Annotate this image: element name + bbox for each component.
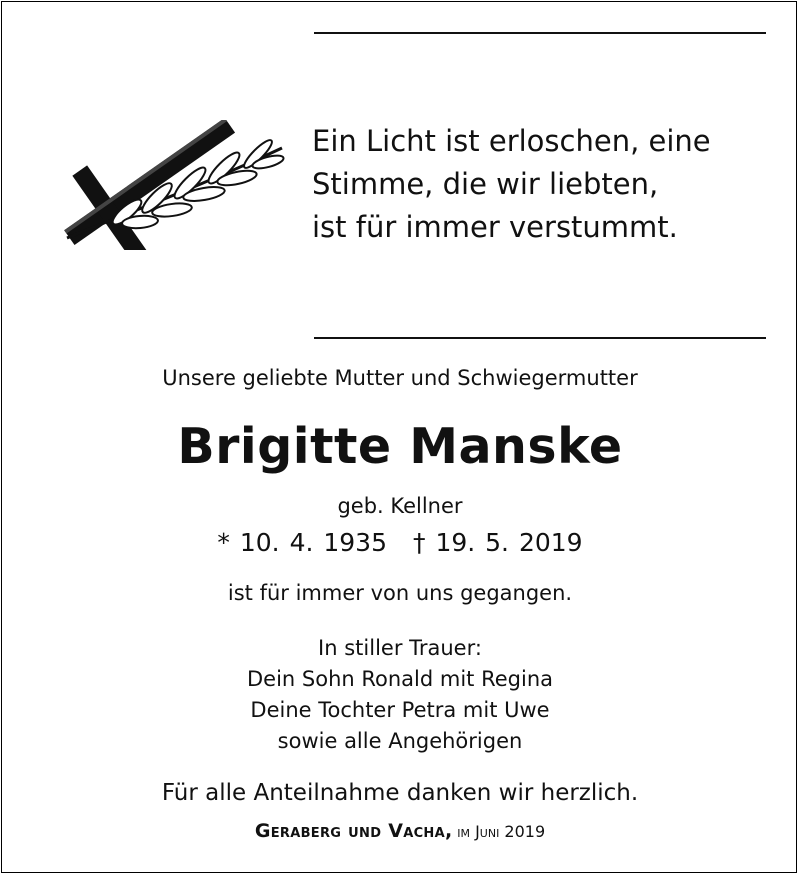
mourner-line: Deine Tochter Petra mit Uwe (250, 698, 550, 722)
life-dates (2, 528, 798, 557)
notice-date: im Juni 2019 (457, 822, 546, 841)
maiden-name: geb. Kellner (337, 494, 463, 518)
place-and-date (2, 820, 798, 842)
death-date: † 19. 5. 2019 (413, 528, 583, 557)
cross-with-palm-branch-icon (32, 120, 287, 250)
mourner-line: Dein Sohn Ronald mit Regina (246, 667, 553, 691)
place-names: Geraberg und Vacha, (254, 820, 453, 842)
verse-line: Ein Licht ist erloschen, eine (312, 124, 711, 158)
top-divider (314, 32, 766, 34)
bottom-divider (314, 337, 766, 339)
thanks-text: Für alle Anteilnahme danken wir herzlich. (161, 780, 639, 806)
verse-line: Stimme, die wir liebten, (312, 167, 659, 201)
mourners-block (2, 633, 798, 757)
deceased-name: Brigitte Manske (177, 418, 623, 475)
passing-statement: ist für immer von uns gegangen. (227, 581, 573, 605)
verse-line: ist für immer verstummt. (312, 210, 678, 244)
birth-date: * 10. 4. 1935 (217, 528, 387, 557)
mourner-line: sowie alle Angehörigen (277, 729, 523, 753)
memorial-verse (312, 120, 782, 249)
intro-text: Unsere geliebte Mutter und Schwiegermutter (162, 366, 638, 390)
obituary-notice (1, 1, 797, 873)
mourners-heading: In stiller Trauer: (318, 636, 482, 660)
